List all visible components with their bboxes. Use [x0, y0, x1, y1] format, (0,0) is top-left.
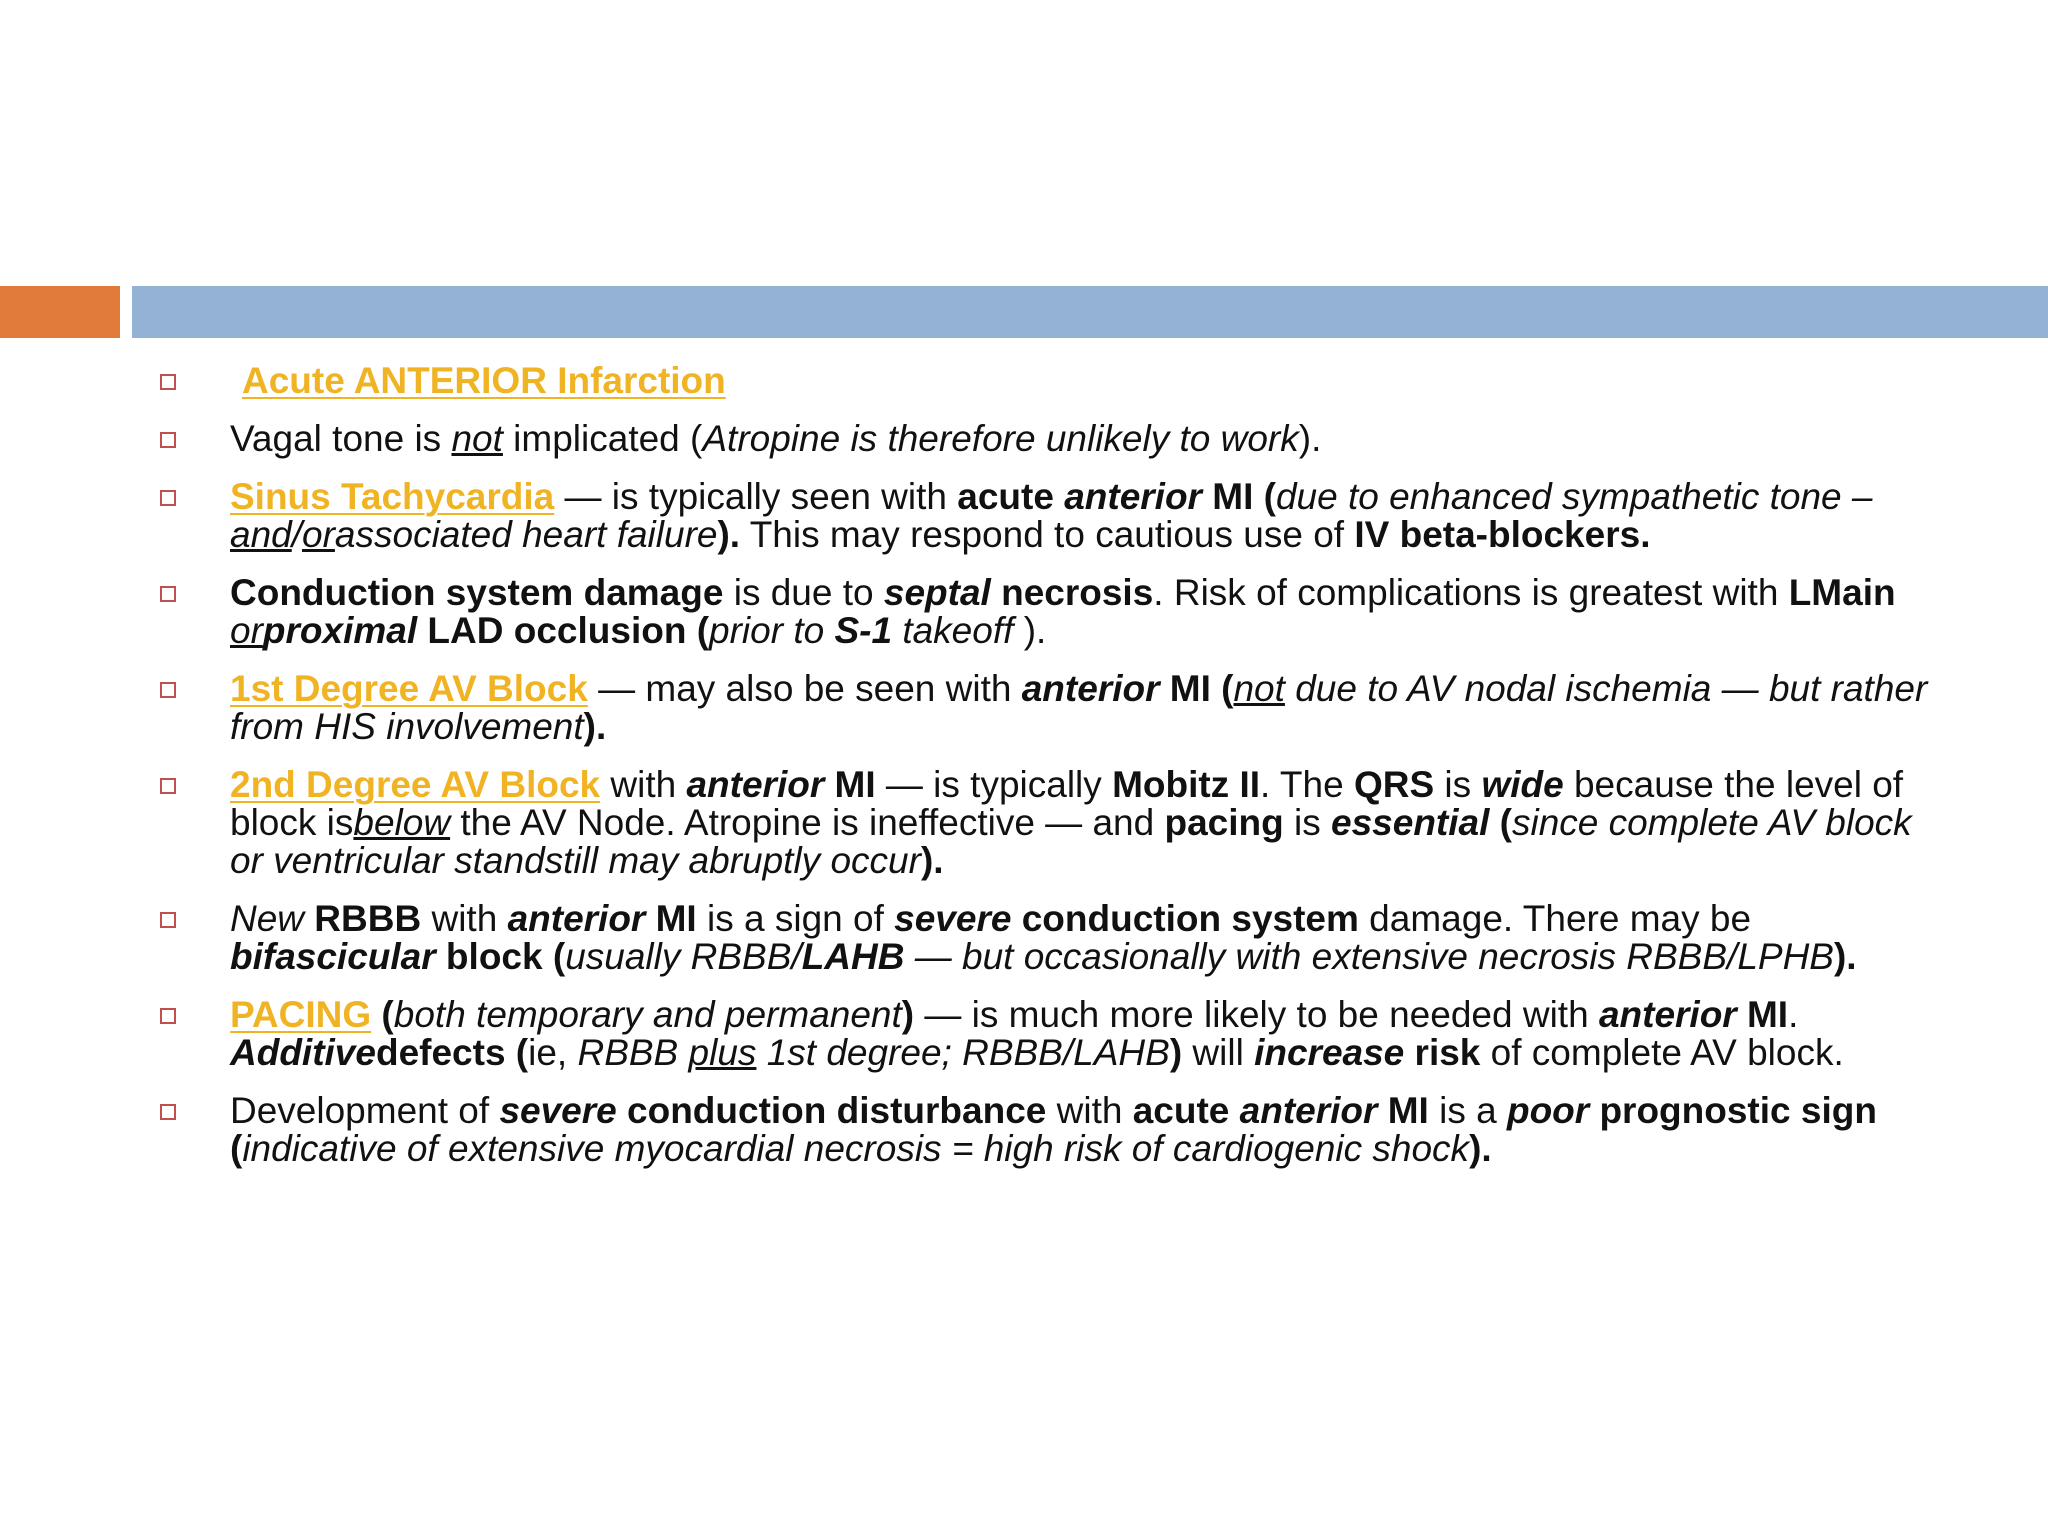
- bullet-square-icon: [160, 1104, 176, 1120]
- text: . The: [1260, 764, 1354, 805]
- bullet-square-icon: [160, 374, 176, 390]
- bullet-list: [160, 362, 1950, 1188]
- text: or: [230, 610, 263, 651]
- text: anterior: [1239, 1090, 1378, 1131]
- text: indicative of extensive myocardial necrosis = high risk of cardiogenic shock: [242, 1128, 1470, 1169]
- text: or: [302, 514, 335, 555]
- text: because the level of block is: [230, 764, 1904, 843]
- text: severe: [894, 898, 1012, 939]
- text: damage. There may be: [1358, 898, 1752, 939]
- text: S-1: [834, 610, 893, 651]
- bullet-square-icon: [160, 682, 176, 698]
- bullet-item-7: [160, 900, 1950, 976]
- text: Development of: [230, 1090, 500, 1131]
- text: defects (: [375, 1032, 529, 1073]
- text: essential: [1331, 802, 1490, 843]
- text: acute: [957, 476, 1065, 517]
- text: and: [230, 514, 292, 555]
- bullet-item-6: [160, 766, 1950, 880]
- text: increase: [1254, 1032, 1405, 1073]
- text: prior to: [709, 610, 835, 651]
- text: plus: [688, 1032, 757, 1073]
- text: MI: [824, 764, 876, 805]
- link-sinus-tachycardia[interactable]: Sinus Tachycardia: [230, 476, 555, 517]
- text: — but occasionally with extensive necrosis RBBB/LPHB: [904, 936, 1834, 977]
- bullet-item-3: [160, 478, 1950, 554]
- text: since complete AV block or ventricular standstill may abruptly occur: [230, 802, 1912, 881]
- text: Additive: [230, 1032, 376, 1073]
- bullet-item-4: [160, 574, 1950, 650]
- text: is due to: [723, 572, 884, 613]
- text: Mobitz II: [1112, 764, 1261, 805]
- text: anterior: [1598, 994, 1737, 1035]
- text: . Risk of complications is greatest with: [1153, 572, 1789, 613]
- text: ).: [1469, 1128, 1492, 1169]
- text: ).: [1023, 610, 1047, 651]
- bullet-square-icon: [160, 912, 176, 928]
- text: Conduction system damage: [230, 572, 724, 613]
- text: — is typically seen with: [554, 476, 958, 517]
- link-pacing[interactable]: PACING: [230, 994, 372, 1035]
- text: — is much more likely to be needed with: [914, 994, 1599, 1035]
- bullet-item-9: [160, 1092, 1950, 1168]
- text: with: [1046, 1090, 1133, 1131]
- bullet-item-2: [160, 420, 1950, 458]
- text: RBBB: [577, 1032, 689, 1073]
- text: both temporary and permanent: [393, 994, 902, 1035]
- text: necrosis: [990, 572, 1154, 613]
- text: ): [1169, 1032, 1183, 1073]
- text: anterior: [1021, 668, 1160, 709]
- text: New: [230, 898, 305, 939]
- text: is a sign of: [696, 898, 895, 939]
- text: proximal: [262, 610, 418, 651]
- text: risk: [1404, 1032, 1481, 1073]
- bullet-square-icon: [160, 586, 176, 602]
- link-1st-degree-av-block[interactable]: 1st Degree AV Block: [230, 668, 588, 709]
- text: poor: [1506, 1090, 1590, 1131]
- text: ie,: [528, 1032, 578, 1073]
- text: .: [1788, 994, 1799, 1035]
- text: — is typically: [875, 764, 1113, 805]
- header-accent-blue-bar: [132, 286, 2048, 338]
- text: LAHB: [801, 936, 905, 977]
- text: with: [421, 898, 508, 939]
- heading-link-acute-anterior-infarction[interactable]: Acute ANTERIOR Infarction: [242, 360, 726, 401]
- text: This may respond to cautious use of: [740, 514, 1355, 555]
- text: QRS: [1353, 764, 1435, 805]
- text: ).: [717, 514, 741, 555]
- text: 1st degree; RBBB/LAHB: [756, 1032, 1170, 1073]
- text: MI: [1377, 1090, 1429, 1131]
- bullet-square-icon: [160, 432, 176, 448]
- text: acute: [1132, 1090, 1240, 1131]
- text: anterior: [507, 898, 646, 939]
- text: conduction system: [1011, 898, 1359, 939]
- text: MI: [645, 898, 697, 939]
- text: is a: [1428, 1090, 1507, 1131]
- text: septal: [883, 572, 991, 613]
- text: due to AV nodal ischemia — but rather from HIS involvement: [230, 668, 1928, 747]
- text: takeoff: [892, 610, 1024, 651]
- text: (: [371, 994, 394, 1035]
- text: block (: [435, 936, 566, 977]
- text: associated heart failure: [334, 514, 718, 555]
- text: the AV Node. Atropine is ineffective — and: [450, 802, 1165, 843]
- text: is: [1283, 802, 1332, 843]
- text: MI (: [1159, 668, 1234, 709]
- text: ): [901, 994, 915, 1035]
- text: — may also be seen with: [587, 668, 1022, 709]
- text: RBBB: [304, 898, 422, 939]
- text: is: [1434, 764, 1482, 805]
- link-2nd-degree-av-block[interactable]: 2nd Degree AV Block: [230, 764, 601, 805]
- text: prognostic sign (: [230, 1090, 1877, 1169]
- text: not: [451, 418, 503, 459]
- text: ).: [1298, 418, 1322, 459]
- text: will: [1182, 1032, 1255, 1073]
- text: due to enhanced sympathetic tone –: [1275, 476, 1873, 517]
- text: anterior: [686, 764, 825, 805]
- text: ).: [920, 840, 944, 881]
- text: ).: [1833, 936, 1857, 977]
- text: MI: [1736, 994, 1789, 1035]
- text: implicated (: [502, 418, 703, 459]
- bullet-square-icon: [160, 490, 176, 506]
- text: LAD occlusion (: [417, 610, 710, 651]
- text: ).: [583, 706, 607, 747]
- text: not: [1233, 668, 1285, 709]
- text: pacing: [1164, 802, 1284, 843]
- text: below: [353, 802, 451, 843]
- text: /: [291, 514, 303, 555]
- text: (: [1489, 802, 1512, 843]
- text: .: [1640, 514, 1651, 555]
- text: conduction disturbance: [616, 1090, 1047, 1131]
- text: bifascicular: [230, 936, 436, 977]
- text: usually RBBB/: [565, 936, 802, 977]
- bullet-item-8: [160, 996, 1950, 1072]
- header-accent-orange-bar: [0, 286, 120, 338]
- text: with: [600, 764, 687, 805]
- text: LMain: [1788, 572, 1896, 613]
- bullet-item-1: [160, 362, 1950, 400]
- text: of complete AV block.: [1480, 1032, 1844, 1073]
- text: MI (: [1201, 476, 1276, 517]
- bullet-square-icon: [160, 778, 176, 794]
- text: severe: [499, 1090, 617, 1131]
- text: IV beta-blockers: [1354, 514, 1641, 555]
- bullet-square-icon: [160, 1008, 176, 1024]
- text: Vagal tone is: [230, 418, 452, 459]
- text: anterior: [1064, 476, 1202, 517]
- bullet-item-5: [160, 670, 1950, 746]
- text: Atropine is therefore unlikely to work: [702, 418, 1299, 459]
- text: wide: [1481, 764, 1564, 805]
